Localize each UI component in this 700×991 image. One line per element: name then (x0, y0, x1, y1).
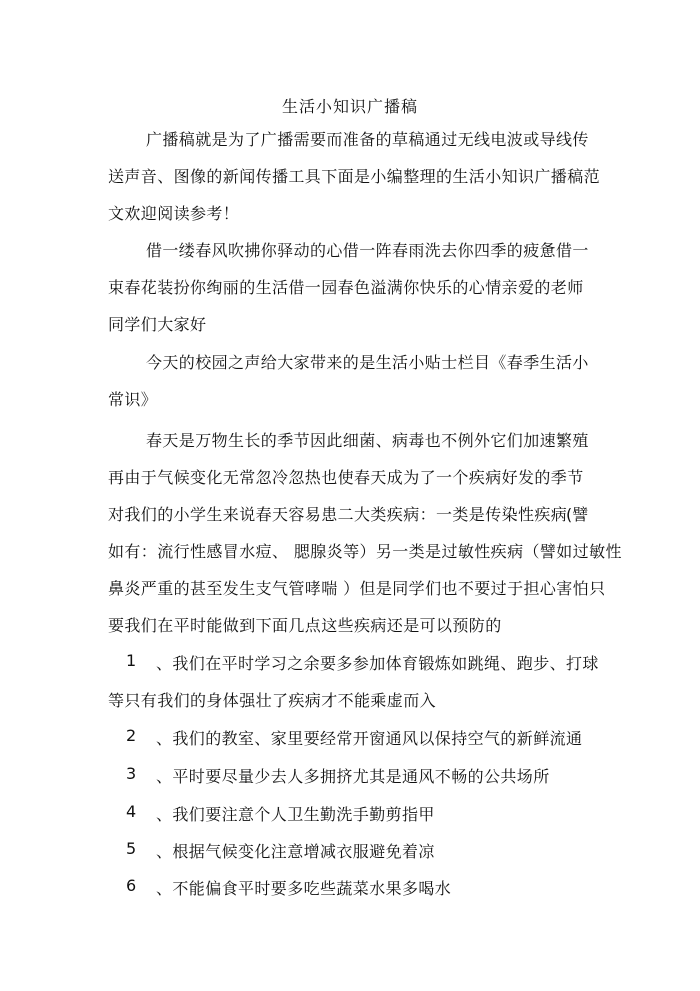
paragraph-line: 春天是万物生长的季节因此细菌、病毒也不例外它们加速繁殖 (146, 431, 589, 450)
paragraph-line: 鼻炎严重的甚至发生支气管哮喘 ）但是同学们也不要过于担心害怕只 (108, 579, 606, 598)
list-number: 4 (126, 802, 137, 821)
paragraph-line: 再由于气候变化无常忽冷忽热也使春天成为了一个疾病好发的季节 (108, 468, 584, 487)
paragraph-line: 如有：流行性感冒水痘、 腮腺炎等）另一类是过敏性疾病（譬如过敏性 (108, 542, 622, 561)
document-title: 生活小知识广播稿 (281, 97, 418, 116)
paragraph-line-tail: (譬 (566, 505, 589, 524)
list-item: 、我们在平时学习之余要多参加体育锻炼如跳绳、跑步、打球 (156, 654, 599, 673)
paragraph-line: 借一缕春风吹拂你驿动的心借一阵春雨洗去你四季的疲惫借一 (146, 241, 589, 260)
list-item: 、我们的教室、家里要经常开窗通风以保持空气的新鲜流通 (156, 729, 583, 748)
list-number: 2 (126, 726, 137, 745)
list-item: 、平时要尽量少去人多拥挤尤其是通风不畅的公共场所 (156, 767, 550, 786)
list-item-continuation: 等只有我们的身体强壮了疾病才不能乘虚而入 (108, 691, 437, 710)
paragraph-line: 文欢迎阅读参考！ (108, 204, 240, 223)
paragraph-line: 对我们的小学生来说春天容易患二大类疾病：一类是传染性疾病 (108, 505, 568, 524)
paragraph-line: 束春花装扮你绚丽的生活借一园春色溢满你快乐的心情亲爱的老师 (108, 278, 584, 297)
paragraph-line: 今天的校园之声给大家带来的是生活小贴士栏目《春季生活小 (146, 353, 589, 372)
list-item: 、根据气候变化注意增减衣服避免着凉 (156, 842, 435, 861)
list-number: 5 (126, 839, 137, 858)
list-number: 3 (126, 764, 137, 783)
list-number: 1 (126, 651, 137, 670)
list-item: 、我们要注意个人卫生勤洗手勤剪指甲 (156, 805, 435, 824)
paragraph-line: 同学们大家好 (108, 315, 207, 334)
paragraph-line: 广播稿就是为了广播需要而准备的草稿通过无线电波或导线传 (146, 130, 589, 149)
list-number: 6 (126, 876, 137, 895)
list-item: 、不能偏食平时要多吃些蔬菜水果多喝水 (156, 879, 452, 898)
paragraph-line: 常识》 (108, 390, 158, 409)
paragraph-line: 送声音、图像的新闻传播工具下面是小编整理的生活小知识广播稿范 (108, 167, 601, 186)
paragraph-line: 要我们在平时能做到下面几点这些疾病还是可以预防的 (108, 616, 502, 635)
